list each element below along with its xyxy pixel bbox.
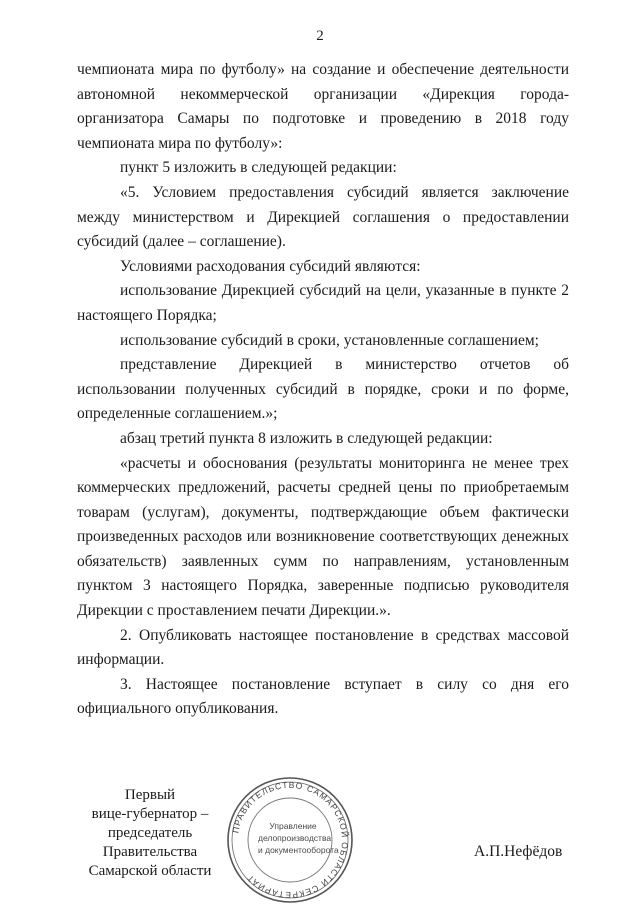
document-body xyxy=(77,58,569,722)
signer-title-line: вице-губернатор – xyxy=(91,806,209,822)
seal-inner-text xyxy=(258,820,339,856)
page-number: 2 xyxy=(316,28,324,44)
paragraph-3: «5. Условием предоставления субсидий является заключение между министерством и Дирекцией соглашения о предоставлении субсидий (далее – соглашение). xyxy=(77,183,569,251)
official-seal xyxy=(225,775,355,905)
seal-outer-text: ПРАВИТЕЛЬСТВО САМАРСКОЙ ОБЛАСТИ СЕКРЕТАРИАТ xyxy=(230,779,351,901)
paragraph-1: чемпионата мира по футболу» на создание и обеспечение деятельности автономной некоммерческой организации «Дирекция города-организатора Самары по подготовке и проведению в 2018 году чемпионата мира по футболу»: xyxy=(77,61,569,152)
paragraph-2: пункт 5 изложить в следующей редакции: xyxy=(120,159,397,177)
seal-inner-line: делопроизводства xyxy=(258,833,332,843)
paragraph-4: Условиями расходования субсидий являются: xyxy=(120,257,421,275)
paragraph-10: 2. Опубликовать настоящее постановление в средствах массовой информации. xyxy=(77,626,569,669)
paragraph-11: 3. Настоящее постановление вступает в силу со дня его официального опубликования. xyxy=(77,675,569,718)
paragraph-9: «расчеты и обоснования (результаты мониторинга не менее трех коммерческих предложений, расчеты средней цены по приобретаемым товарам (услугам), документы, подтверждающие объем фактически произведенных расходов или возникновение соответствующих денежных обязательств) заявленных сумм по направлениям, установленным пунктом 3 настоящего Порядка, заверенные подписью руководителя Дирекции с проставлением печати Дирекции.». xyxy=(77,454,569,620)
signer-name: А.П.Нефёдов xyxy=(474,843,563,860)
signer-title xyxy=(60,786,240,881)
signer-title-line: председатель Правительства xyxy=(102,825,198,860)
seal-inner-line: и документооборота xyxy=(258,845,339,855)
signer-title-line: Первый xyxy=(124,787,176,803)
paragraph-7: представление Дирекцией в министерство отчетов об использовании полученных субсидий в порядке, сроки и по форме, определенные соглашением.»; xyxy=(77,356,569,423)
paragraph-5: использование Дирекцией субсидий на цели, указанные в пункте 2 настоящего Порядка; xyxy=(77,282,569,324)
seal-inner-line: Управление xyxy=(269,821,317,831)
paragraph-6: использование субсидий в сроки, установленные соглашением; xyxy=(120,331,539,349)
paragraph-8: абзац третий пункта 8 изложить в следующей редакции: xyxy=(120,429,493,447)
signature-block xyxy=(0,760,640,900)
signer-title-line: Самарской области xyxy=(88,863,212,879)
